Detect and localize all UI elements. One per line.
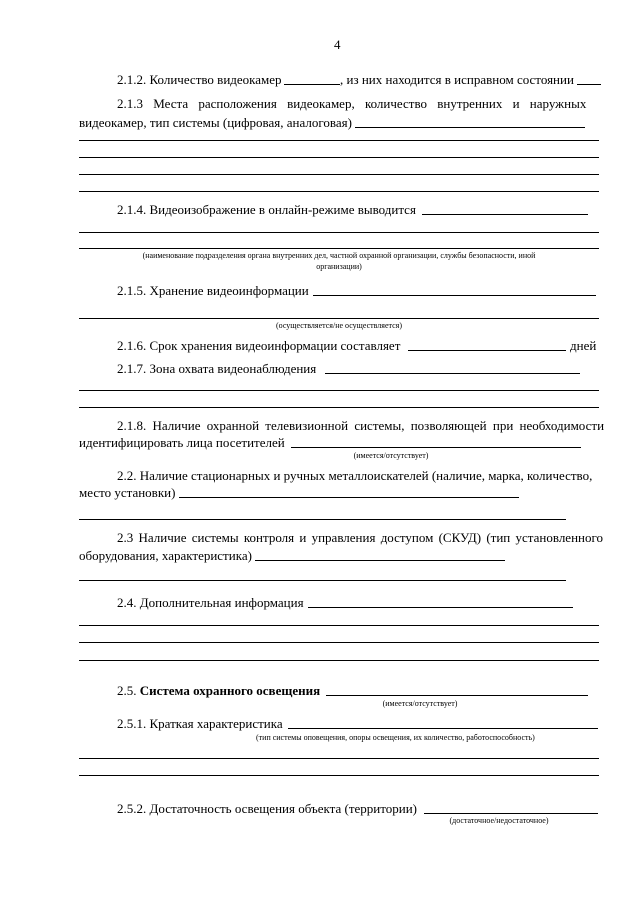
lighting-adequacy-label: 2.5.2. Достаточность освещения объекта (территории) <box>117 801 417 816</box>
additional-info-line-1[interactable] <box>79 625 599 626</box>
storage-period-field[interactable] <box>408 336 566 351</box>
access-control-label-line1: 2.3 Наличие системы контроля и управления доступом (СКУД) (тип установленного <box>117 530 603 545</box>
online-output-line-1[interactable] <box>79 232 599 233</box>
video-storage-label: 2.1.5. Хранение видеоинформации <box>117 283 309 298</box>
video-storage-field[interactable] <box>313 281 596 296</box>
additional-info-line-2[interactable] <box>79 642 599 643</box>
access-control-field[interactable] <box>255 546 505 561</box>
security-lighting-title: Система охранного освещения <box>139 683 321 698</box>
camera-locations-field[interactable] <box>355 113 585 128</box>
access-control-label-line2: оборудования, характеристика) <box>79 548 252 563</box>
camera-locations-line-3[interactable] <box>79 174 599 175</box>
lighting-summary-line-2[interactable] <box>79 775 599 776</box>
lighting-summary-hint: (тип системы оповещения, опоры освещения, их количество, работоспособность) <box>256 733 535 742</box>
online-output-field[interactable] <box>422 200 588 215</box>
metal-detectors-field[interactable] <box>179 483 519 498</box>
camera-locations-line-4[interactable] <box>79 191 599 192</box>
lighting-summary-line-1[interactable] <box>79 758 599 759</box>
camera-count-label: 2.1.2. Количество видеокамер <box>117 72 282 87</box>
online-output-line-2[interactable] <box>79 248 599 249</box>
camera-locations-label-line2: видеокамер, тип системы (цифровая, аналоговая) <box>79 115 352 130</box>
working-cameras-field[interactable] <box>577 70 601 85</box>
online-output-hint-line1: (наименование подразделения органа внутренних дел, частной охранной организации, службы безопасности, иной <box>142 251 536 260</box>
storage-period-unit: дней <box>570 338 597 353</box>
security-lighting-hint: (имеется/отсутствует) <box>382 699 458 708</box>
camera-locations-line-1[interactable] <box>79 140 599 141</box>
access-control-line[interactable] <box>79 580 566 581</box>
coverage-zone-label: 2.1.7. Зона охвата видеонаблюдения <box>117 361 317 376</box>
security-lighting-field[interactable] <box>326 681 588 696</box>
working-cameras-label: , из них находится в исправном состоянии <box>340 72 574 87</box>
metal-detectors-label-line2: место установки) <box>79 485 176 500</box>
camera-count-field[interactable] <box>284 70 340 85</box>
tv-system-field[interactable] <box>291 433 581 448</box>
online-output-hint-line2: организации) <box>316 262 362 271</box>
lighting-summary-field[interactable] <box>288 714 598 729</box>
security-lighting-number: 2.5. <box>117 683 137 698</box>
camera-locations-line-2[interactable] <box>79 157 599 158</box>
coverage-zone-line-1[interactable] <box>79 390 599 391</box>
additional-info-field[interactable] <box>308 593 573 608</box>
video-storage-line[interactable] <box>79 318 599 319</box>
storage-period-label: 2.1.6. Срок хранения видеоинформации составляет <box>117 338 401 353</box>
lighting-summary-label: 2.5.1. Краткая характеристика <box>117 716 283 731</box>
security-lighting-heading <box>117 683 320 699</box>
video-storage-hint: (осуществляется/не осуществляется) <box>275 321 403 330</box>
online-output-label: 2.1.4. Видеоизображение в онлайн-режиме выводится <box>117 202 416 217</box>
coverage-zone-field[interactable] <box>325 359 580 374</box>
metal-detectors-label-line1: 2.2. Наличие стационарных и ручных металлоискателей (наличие, марка, количество, <box>117 468 593 483</box>
tv-system-label-line1: 2.1.8. Наличие охранной телевизионной системы, позволяющей при необходимости <box>117 418 605 433</box>
camera-locations-label-line1: 2.1.3 Места расположения видеокамер, количество внутренних и наружных <box>117 96 587 111</box>
lighting-adequacy-field[interactable] <box>424 799 598 814</box>
metal-detectors-line[interactable] <box>79 519 566 520</box>
additional-info-line-3[interactable] <box>79 660 599 661</box>
additional-info-label: 2.4. Дополнительная информация <box>117 595 304 610</box>
page-number: 4 <box>334 37 341 52</box>
coverage-zone-line-2[interactable] <box>79 407 599 408</box>
tv-system-label-line2: идентифицировать лица посетителей <box>79 435 285 450</box>
lighting-adequacy-hint: (достаточное/недостаточное) <box>449 816 549 825</box>
tv-system-hint: (имеется/отсутствует) <box>353 451 429 460</box>
